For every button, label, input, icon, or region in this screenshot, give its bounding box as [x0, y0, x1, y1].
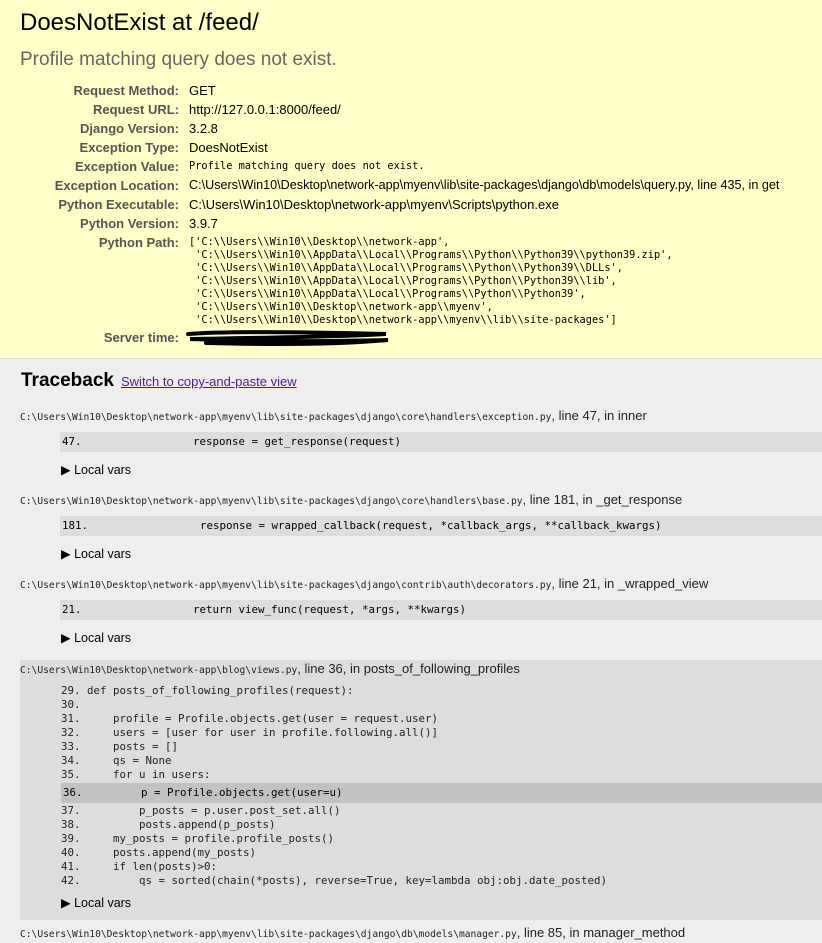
meta-label: Python Version:: [80, 216, 179, 231]
meta-value: C:\Users\Win10\Desktop\network-app\myenv\Scripts\python.exe: [189, 197, 559, 212]
meta-label: Exception Location:: [54, 178, 179, 193]
frame-file: C:\Users\Win10\Desktop\network-app\blog\views.py: [20, 665, 298, 676]
meta-label: Python Executable:: [58, 197, 179, 212]
frame-file: C:\Users\Win10\Desktop\network-app\myenv\lib\site-packages\django\contrib\auth\decorators.py: [20, 580, 552, 591]
meta-value: GET: [189, 83, 216, 98]
post-context[interactable]: 37. p_posts = p.user.post_set.all() 38. posts.append(p_posts) 39. my_posts = profile.profile_posts() 40. posts.append(my_posts) 41. if len(posts)>0: 42. qs = sorted(chain(*posts), reverse=True, key=lambda obj:obj.date_posted): [61, 804, 608, 887]
local-vars-toggle[interactable]: ▶ Local vars: [61, 547, 132, 561]
meta-label: Request Method:: [73, 83, 179, 98]
meta-request-url: [0, 100, 822, 119]
pre-context[interactable]: 29. def posts_of_following_profiles(request): 30. 31. profile = Profile.objects.get(user = request.user) 32. users = [user for user in profile.following.all()] 33. posts = [] 34. qs = None 35. for u in users:: [61, 684, 439, 781]
line-number: 36.: [63, 786, 83, 799]
frame-file: C:\Users\Win10\Desktop\network-app\myenv\lib\site-packages\django\db\models\manager.py: [20, 929, 517, 940]
local-vars-toggle[interactable]: ▶ Local vars: [61, 896, 132, 910]
meta-value: Profile matching query does not exist.: [189, 160, 425, 172]
frame-file: C:\Users\Win10\Desktop\network-app\myenv\lib\site-packages\django\core\handlers\exception.py: [20, 412, 552, 423]
user-frame: [20, 660, 822, 920]
python-path-value: ['C:\\Users\\Win10\\Desktop\\network-app', 'C:\\Users\\Win10\\AppData\\Local\\Programs\\Python\\Python39\\python39.zip', 'C:\\Users\\Win10\\AppData\\Local\\Programs\\Python\\Python39\\DLLs', 'C:\\Users\\Win10\\AppData\\Local\\Programs\\Python\\Python39\\lib', 'C:\\Users\\Win10\\AppData\\Local\\Programs\\Python\\Python39', 'C:\\Users\\Win10\\Desktop\\network-app\\myenv', 'C:\\Users\\Win10\\Desktop\\network-app\\myenv\\lib\\site-packages']: [189, 236, 673, 326]
frame-location: , line 85, in manager_method: [516, 925, 686, 940]
frame-location: , line 181, in _get_response: [522, 492, 683, 507]
meta-django-version: [0, 119, 822, 138]
code-text: p = Profile.objects.get(user=u): [141, 786, 343, 799]
meta-value: 3.2.8: [189, 121, 218, 136]
frame-path: [20, 660, 520, 679]
meta-exception-type: [0, 138, 822, 157]
meta-exception-location: [0, 176, 822, 195]
meta-label: Request URL:: [93, 102, 179, 117]
exception-message: Profile matching query does not exist.: [20, 49, 337, 70]
meta-python-version: [0, 214, 822, 233]
meta-value: C:\Users\Win10\Desktop\network-app\myenv\lib\site-packages\django\db\models\query.py, line 435, in get: [189, 178, 780, 192]
frame-location: , line 21, in _wrapped_view: [551, 576, 709, 591]
line-number: 21.: [62, 603, 82, 616]
traceback-heading: Traceback: [21, 370, 114, 391]
frame-path: [20, 407, 647, 426]
code-context-line[interactable]: [60, 600, 822, 620]
frame-path: [20, 924, 685, 943]
page-title: DoesNotExist at /feed/: [20, 9, 259, 36]
meta-python-executable: [0, 195, 822, 214]
frame-location: , line 36, in posts_of_following_profiles: [297, 661, 520, 676]
code-context-line[interactable]: [60, 432, 822, 452]
switch-view-link[interactable]: Switch to copy-and-paste view: [121, 374, 297, 389]
frame-location: , line 47, in inner: [551, 408, 647, 423]
code-context-line-highlighted[interactable]: [61, 783, 822, 803]
frame-path: [20, 575, 708, 594]
redaction-scribble: [186, 328, 392, 348]
meta-label: Exception Value:: [74, 159, 179, 174]
meta-server-time: [0, 328, 822, 347]
line-number: 47.: [62, 435, 82, 448]
summary-panel: [0, 0, 822, 359]
traceback-section: [0, 359, 822, 941]
code-text: return view_func(request, *args, **kwargs): [193, 603, 467, 616]
meta-label: Django Version:: [80, 121, 179, 136]
line-number: 181.: [62, 519, 89, 532]
code-context-line[interactable]: [60, 516, 822, 536]
meta-value: 3.9.7: [189, 216, 218, 231]
meta-exception-value: [0, 157, 822, 176]
meta-value: http://127.0.0.1:8000/feed/: [189, 102, 341, 117]
local-vars-toggle[interactable]: ▶ Local vars: [61, 631, 132, 645]
frame-path: [20, 491, 682, 510]
code-text: response = get_response(request): [193, 435, 402, 448]
meta-label: Python Path:: [98, 235, 179, 250]
meta-label: Server time:: [103, 330, 179, 345]
meta-label: Exception Type:: [79, 140, 179, 155]
meta-value: DoesNotExist: [189, 140, 268, 155]
meta-request-method: [0, 81, 822, 100]
frame-file: C:\Users\Win10\Desktop\network-app\myenv\lib\site-packages\django\core\handlers\base.py: [20, 496, 523, 507]
local-vars-toggle[interactable]: ▶ Local vars: [61, 463, 132, 477]
code-text: response = wrapped_callback(request, *callback_args, **callback_kwargs): [200, 519, 662, 532]
